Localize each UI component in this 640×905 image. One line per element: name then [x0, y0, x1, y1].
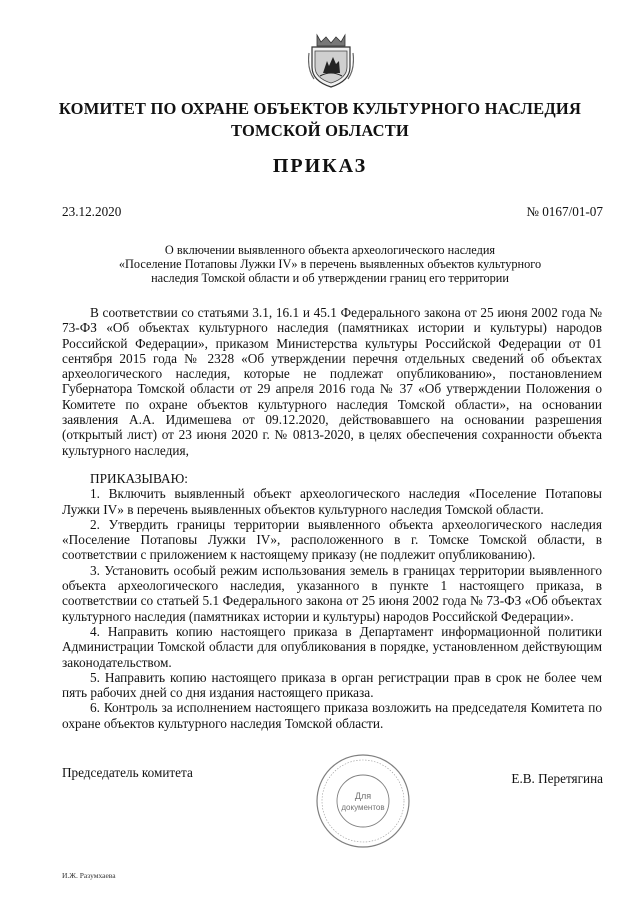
order-item-1: 1. Включить выявленный объект археологического наследия «Поселение Потаповы Лужки IV» в перечень выявленных объектов культурного наследия Томской области. [62, 486, 602, 517]
order-item-4: 4. Направить копию настоящего приказа в Департамент информационной политики Администрации Томской области для опубликования в порядке, установленном действующим законодательством. [62, 623, 602, 670]
stamp-text-line1: Для [354, 791, 372, 801]
stamp-seal [314, 752, 412, 850]
document-body [62, 305, 602, 731]
coat-of-arms-icon [308, 33, 354, 89]
organization-name-line2: ТОМСКОЙ ОБЛАСТИ [231, 121, 409, 140]
organization-name-line1: КОМИТЕТ ПО ОХРАНЕ ОБЪЕКТОВ КУЛЬТУРНОГО НАСЛЕДИЯ [58, 99, 582, 118]
preamble-paragraph: В соответствии со статьями 3.1, 16.1 и 45.1 Федерального закона от 25 июня 2002 года № 73-ФЗ «Об объектах культурного наследия (памятниках истории и культуры) народов Российской Федерации», приказом Министерства культуры Российской Федерации от 01 сентября 2015 года № 2328 «Об утверждении перечня отдельных сведений об объектах археологического наследия, которые не подлежат опубликованию», постановлением Губернатора Томской области от 29 апреля 2016 года № 37 «Об утверждении Положения о Комитете по охране объектов культурного наследия Томской области», на основании заявления А.А. Идимешева от 09.12.2020, действовавшего на основании разрешения (открытый лист) от 23 июня 2020 г. № 0813-2020, в целях обеспечения сохранности объекта культурного наследия, [62, 305, 602, 458]
signatory-role: Председатель комитета [62, 765, 193, 780]
order-word: ПРИКАЗЫВАЮ: [90, 470, 188, 486]
document-title: ПРИКАЗ [272, 155, 368, 177]
signatory-name: Е.В. Перетягина [511, 771, 603, 786]
document-number: № 0167/01-07 [526, 204, 603, 219]
subject-line2: «Поселение Потаповы Лужки IV» в перечень выявленных объектов культурного [118, 257, 542, 272]
order-item-2: 2. Утвердить границы территории выявленного объекта археологического наследия «Поселение Потаповы Лужки IV», расположенного в г. Томске Томской области, в соответствии с приложением к настоящему приказу (не подлежит опубликованию). [62, 516, 602, 563]
document-date: 23.12.2020 [62, 204, 122, 219]
order-item-6: 6. Контроль за исполнением настоящего приказа возложить на председателя Комитета по охране объектов культурного наследия Томской области. [62, 700, 602, 731]
stamp-text-line2: документов [341, 803, 385, 812]
executor-name: И.Ж. Разумхаева [62, 871, 116, 880]
subject-line1: О включении выявленного объекта археологического наследия [164, 243, 496, 257]
subject-line3: наследия Томской области и об утверждении границ его территории [151, 271, 509, 286]
order-item-5: 5. Направить копию настоящего приказа в орган регистрации прав в срок не более чем пять рабочих дней со дня издания настоящего приказа. [62, 669, 602, 701]
order-item-3: 3. Установить особый режим использования земель в границах территории выявленного объекта археологического наследия, указанного в пункте 1 настоящего приказа, в соответствии со статьей 5.1 Федерального закона от 25 июня 2002 года № 73-ФЗ «Об объектах культурного наследия (памятниках истории и культуры) народов Российской Федерации». [62, 562, 602, 624]
document-subject [70, 243, 590, 286]
